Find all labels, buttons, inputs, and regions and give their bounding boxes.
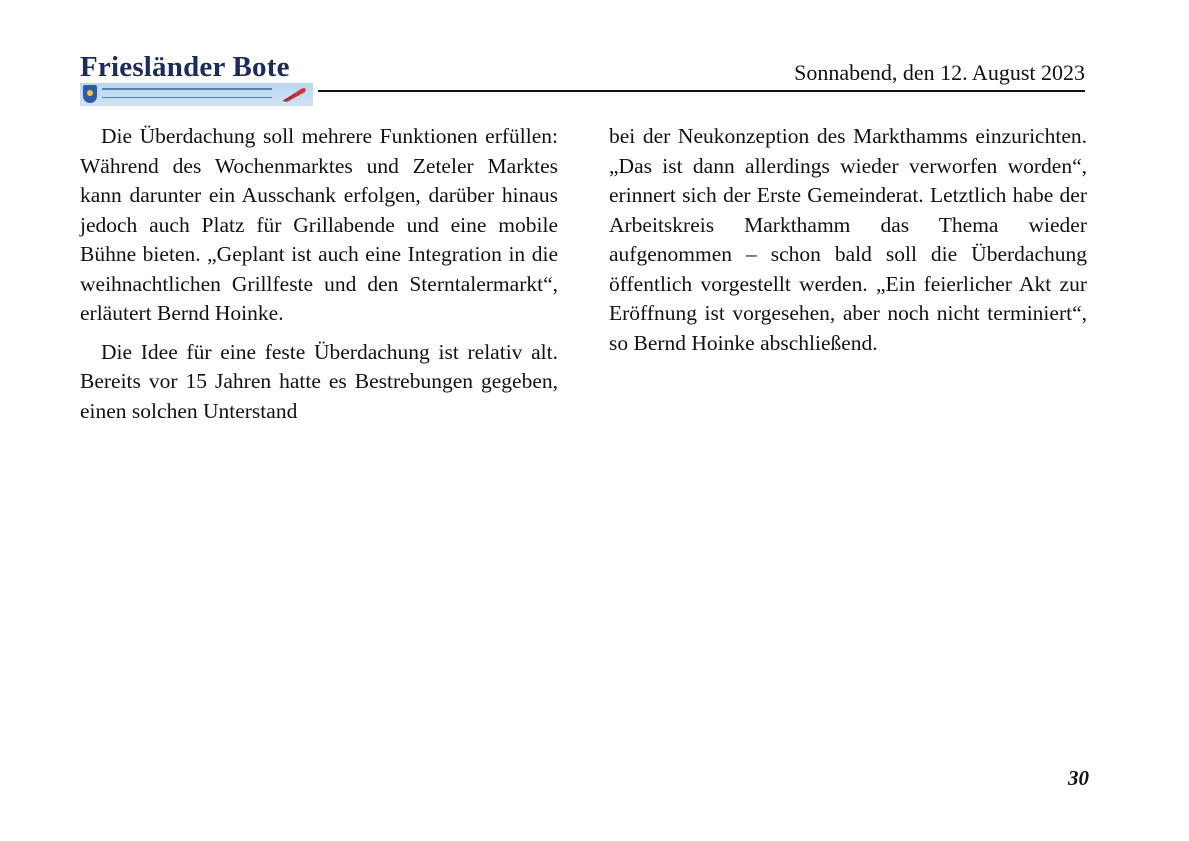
header-divider (318, 90, 1085, 92)
newspaper-logo (80, 52, 313, 106)
logo-title: Friesländer Bote (80, 51, 290, 83)
logo-contact-graphic (102, 97, 272, 98)
quill-pen-icon (281, 85, 309, 103)
article-column-left (80, 122, 558, 435)
paragraph: Die Überdachung soll mehrere Funktionen erfüllen: Während des Wochenmarktes und Zeteler Marktes kann darunter ein Ausschank erfolgen, darüber hinaus jedoch auch Platz für Grillabende und eine mobile Bühne bieten. „Geplant ist auch eine Integration in die weihnachtlichen Grillfeste und den Sterntalermarkt“, erläutert Bernd Hoinke. (80, 124, 558, 325)
page-number: 30 (1068, 766, 1089, 790)
logo-tagline-graphic (102, 88, 272, 90)
issue-date: Sonnabend, den 12. August 2023 (794, 60, 1085, 85)
paragraph: bei der Neukonzeption des Markthamms einzurichten. „Das ist dann allerdings wieder verworfen worden“, erinnert sich der Erste Gemeinderat. Letztlich habe der Arbeitskreis Markthamm das Thema wieder aufgenommen – schon bald soll die Überdachung öffentlich vorgestellt werden. „Ein feierlicher Akt zur Eröffnung ist vorgesehen, aber noch nicht terminiert“, so Bernd Hoinke abschließend. (609, 124, 1087, 355)
article-column-right (609, 122, 1087, 367)
paragraph: Die Idee für eine feste Überdachung ist relativ alt. Bereits vor 15 Jahren hatte es Bestrebungen gegeben, einen solchen Unterstand (80, 339, 558, 423)
coat-of-arms-icon (83, 85, 97, 103)
logo-band (80, 83, 313, 106)
